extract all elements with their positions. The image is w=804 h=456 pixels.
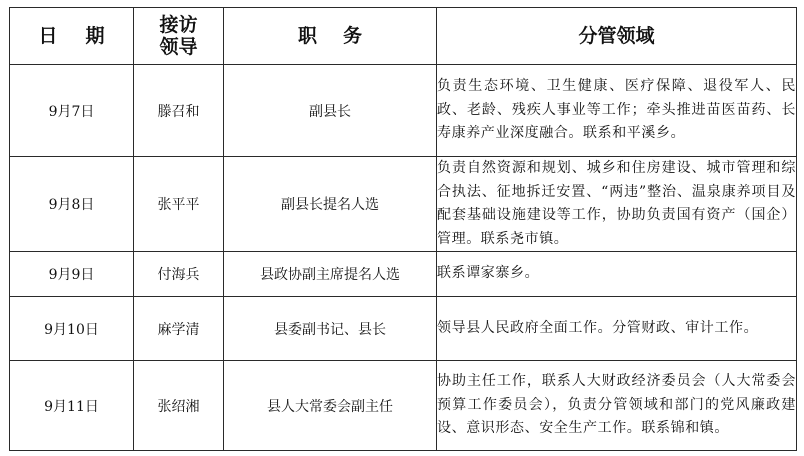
cell-area: 联系谭家寨乡。 — [437, 252, 797, 297]
cell-area: 负责生态环境、卫生健康、医疗保障、退役军人、民政、老龄、残疾人事业等工作；牵头推进苗医苗药、长寿康养产业深度融合。联系和平溪乡。 — [437, 65, 797, 157]
cell-duty: 副县长提名人选 — [224, 157, 437, 252]
cell-area: 协助主任工作，联系人大财政经济委员会（人大常委会预算工作委员会），负责分管领域和部门的党风廉政建设、意识形态、安全生产工作。联系锦和镇。 — [437, 361, 797, 451]
table-row — [10, 157, 797, 252]
cell-leader: 付海兵 — [134, 252, 224, 297]
cell-leader: 滕召和 — [134, 65, 224, 157]
cell-date: 9月7日 — [10, 65, 134, 157]
header-date: 日期 — [10, 8, 134, 65]
cell-leader: 张平平 — [134, 157, 224, 252]
header-leader — [134, 8, 224, 65]
table-row — [10, 297, 797, 361]
table-header-row — [10, 8, 797, 65]
cell-leader: 张绍湘 — [134, 361, 224, 451]
cell-date: 9月8日 — [10, 157, 134, 252]
cell-duty: 县委副书记、县长 — [224, 297, 437, 361]
table-row — [10, 65, 797, 157]
cell-duty: 县政协副主席提名人选 — [224, 252, 437, 297]
cell-area: 领导县人民政府全面工作。分管财政、审计工作。 — [437, 297, 797, 361]
cell-leader: 麻学清 — [134, 297, 224, 361]
table-row — [10, 252, 797, 297]
table-row — [10, 361, 797, 451]
cell-area: 负责自然资源和规划、城乡和住房建设、城市管理和综合执法、征地拆迁安置、“两违”整治、温泉康养项目及配套基础设施建设等工作，协助负责国有资产（国企）管理。联系尧市镇。 — [437, 157, 797, 252]
header-area: 分管领域 — [437, 8, 797, 65]
reception-schedule-table — [9, 7, 797, 451]
cell-duty: 县人大常委会副主任 — [224, 361, 437, 451]
cell-date: 9月10日 — [10, 297, 134, 361]
header-leader-line1: 接访 — [159, 14, 198, 36]
header-leader-line2: 领导 — [159, 36, 198, 58]
cell-date: 9月9日 — [10, 252, 134, 297]
cell-duty: 副县长 — [224, 65, 437, 157]
header-duty: 职务 — [224, 8, 437, 65]
cell-date: 9月11日 — [10, 361, 134, 451]
